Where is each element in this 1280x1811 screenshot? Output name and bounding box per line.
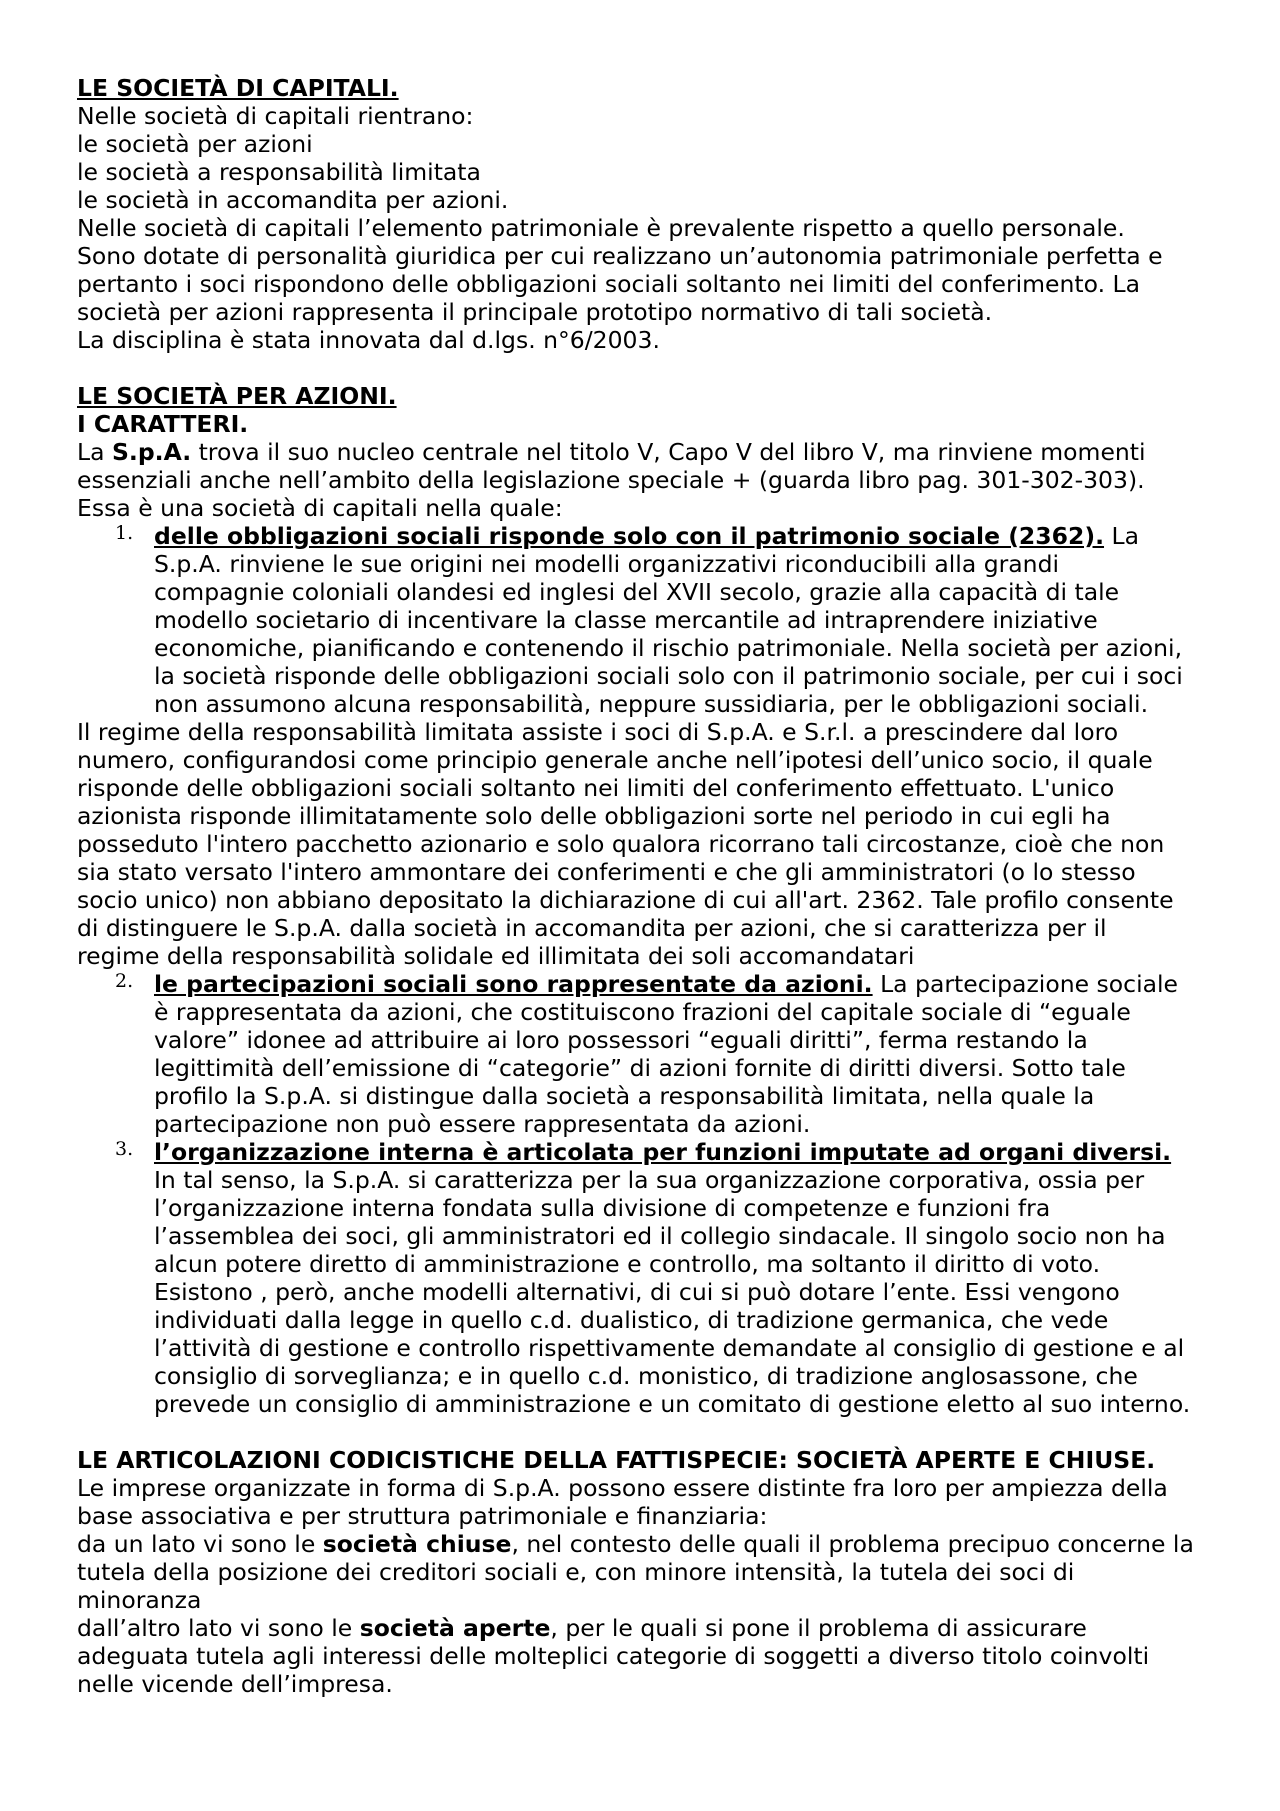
text-line (77, 1530, 1227, 1558)
list-number: 1. (115, 522, 134, 544)
text-line: Sono dotate di personalità giuridica per cui realizzano un’autonomia patrimoniale perfetta e (77, 242, 1163, 270)
text-line: nelle vicende dell’impresa. (77, 1670, 393, 1698)
text-line: Esistono , però, anche modelli alternativi, di cui si può dotare l’ente. Essi vengono (154, 1278, 1120, 1306)
text-line: Le imprese organizzate in forma di S.p.A. possono essere distinte fra loro per ampiezza della (77, 1474, 1168, 1502)
text-line (77, 438, 1227, 466)
text-line: sia stato versato l'intero ammontare dei conferimenti e che gli amministratori (o lo stesso (77, 858, 1136, 886)
text-line: In tal senso, la S.p.A. si caratterizza per la sua organizzazione corporativa, ossia per (154, 1166, 1145, 1194)
text-line: S.p.A. rinviene le sue origini nei modelli organizzativi riconducibili alla grandi (154, 550, 1060, 578)
text-run: , per le quali si pone il problema di assicurare (550, 1614, 1087, 1642)
text-line: socio unico) non abbiano depositato la dichiarazione di cui all'art. 2362. Tale profilo consente (77, 886, 1174, 914)
text-line: Il regime della responsabilità limitata assiste i soci di S.p.A. e S.r.l. a prescindere dal loro (77, 718, 1119, 746)
list-item-3 (77, 1138, 1227, 1418)
spacer (77, 354, 1227, 382)
text-line: modello societario di incentivare la classe mercantile ad intraprendere iniziative (154, 606, 1098, 634)
text-line (154, 522, 1227, 550)
text-line: prevede un consiglio di amministrazione e un comitato di gestione eletto al suo interno. (154, 1390, 1191, 1418)
text-run: dall’altro lato vi sono le (77, 1614, 360, 1642)
document-page (77, 74, 1227, 1698)
text-line: l’attività di gestione e controllo rispettivamente demandate al consiglio di gestione e al (154, 1334, 1185, 1362)
text-line: minoranza (77, 1586, 202, 1614)
bold-underlined-statement: l’organizzazione interna è articolata per funzioni imputate ad organi diversi. (154, 1138, 1172, 1166)
text-run: trova il suo nucleo centrale nel titolo V, Capo V del libro V, ma rinviene momenti (191, 438, 1146, 466)
bold-term: società chiuse (322, 1530, 512, 1558)
text-run: La (1104, 522, 1139, 550)
text-line: valore” idonee ad attribuire ai loro possessori “eguali diritti”, ferma restando la (154, 1026, 1088, 1054)
text-line: consiglio di sorveglianza; e in quello c.d. monistico, di tradizione anglosassone, che (154, 1362, 1138, 1390)
text-line: l’organizzazione interna fondata sulla divisione di competenze e funzioni fra (154, 1194, 1051, 1222)
list-item-1 (77, 522, 1227, 718)
bold-term: società aperte (359, 1614, 551, 1642)
text-line: pertanto i soci rispondono delle obbligazioni sociali soltanto nei limiti del conferimento. La (77, 270, 1140, 298)
list-number: 3. (115, 1138, 134, 1160)
text-line: legittimità dell’emissione di “categorie” di azioni fornite di diritti diversi. Sotto tale (154, 1054, 1126, 1082)
list-item-2 (77, 970, 1227, 1138)
text-line: l’assemblea dei soci, gli amministratori ed il collegio sindacale. Il singolo socio non ha (154, 1222, 1166, 1250)
text-run: La (77, 438, 112, 466)
bold-underlined-statement: le partecipazioni sociali sono rappresentate da azioni. (154, 970, 873, 998)
text-line: La disciplina è stata innovata dal d.lgs. n°6/2003. (77, 326, 660, 354)
text-line: alcun potere diretto di amministrazione e controllo, ma soltanto il diritto di voto. (154, 1250, 1101, 1278)
text-line: adeguata tutela agli interessi delle molteplici categorie di soggetti a diverso titolo coinvolti (77, 1642, 1150, 1670)
text-line (154, 970, 1227, 998)
text-line: regime della responsabilità solidale ed illimitata dei soli accomandatari (77, 942, 915, 970)
text-line (154, 1138, 1227, 1166)
text-line: partecipazione non può essere rappresentata da azioni. (154, 1110, 811, 1138)
text-line: è rappresentata da azioni, che costituiscono frazioni del capitale sociale di “eguale (154, 998, 1131, 1026)
text-line: tutela della posizione dei creditori sociali e, con minore intensità, la tutela dei soci di (77, 1558, 1075, 1586)
text-line: Essa è una società di capitali nella quale: (77, 494, 563, 522)
text-line: Nelle società di capitali l’elemento patrimoniale è prevalente rispetto a quello personale. (77, 214, 1125, 242)
text-line: compagnie coloniali olandesi ed inglesi del XVII secolo, grazie alla capacità di tale (154, 578, 1120, 606)
text-line: essenziali anche nell’ambito della legislazione speciale + (guarda libro pag. 301-302-303). (77, 466, 1145, 494)
text-line: le società per azioni (77, 130, 313, 158)
section-title-spa: LE SOCIETÀ PER AZIONI. (77, 382, 397, 410)
text-line: le società in accomandita per azioni. (77, 186, 509, 214)
text-line: azionista risponde illimitatamente solo delle obbligazioni sorte nel periodo in cui egli ha (77, 802, 1111, 830)
text-line: posseduto l'intero pacchetto azionario e solo qualora ricorrano tali circostanze, cioè che non (77, 830, 1165, 858)
text-line: individuati dalla legge in quello c.d. dualistico, di tradizione germanica, che vede (154, 1306, 1109, 1334)
text-line: società per azioni rappresenta il principale prototipo normativo di tali società. (77, 298, 993, 326)
text-line: Nelle società di capitali rientrano: (77, 102, 474, 130)
text-line (77, 1614, 1227, 1642)
text-line: profilo la S.p.A. si distingue dalla società a responsabilità limitata, nella quale la (154, 1082, 1095, 1110)
text-line: economiche, pianificando e contenendo il rischio patrimoniale. Nella società per azioni, (154, 634, 1183, 662)
text-line: di distinguere le S.p.A. dalla società in accomandita per azioni, che si caratterizza per il (77, 914, 1107, 942)
text-line: numero, configurandosi come principio generale anche nell’ipotesi dell’unico socio, il quale (77, 746, 1153, 774)
section-subtitle-characters: I CARATTERI. (77, 410, 249, 438)
text-line: le società a responsabilità limitata (77, 158, 481, 186)
text-line: la società risponde delle obbligazioni sociali solo con il patrimonio sociale, per cui i soci (154, 662, 1183, 690)
section-title-open-closed: LE ARTICOLAZIONI CODICISTICHE DELLA FATTISPECIE: SOCIETÀ APERTE E CHIUSE. (77, 1446, 1156, 1474)
section-title-capital-companies: LE SOCIETÀ DI CAPITALI. (77, 74, 399, 102)
bold-underlined-statement: delle obbligazioni sociali risponde solo con il patrimonio sociale (2362). (154, 522, 1105, 550)
text-run: La partecipazione sociale (872, 970, 1178, 998)
list-number: 2. (115, 970, 134, 992)
text-run: , nel contesto delle quali il problema precipuo concerne la (511, 1530, 1194, 1558)
bold-term: S.p.A. (111, 438, 192, 466)
spacer (77, 1418, 1227, 1446)
text-line: non assumono alcuna responsabilità, neppure sussidiaria, per le obbligazioni sociali. (154, 690, 1149, 718)
text-line: risponde delle obbligazioni sociali soltanto nei limiti del conferimento effettuato. L'unico (77, 774, 1115, 802)
text-line: base associativa e per struttura patrimoniale e finanziaria: (77, 1502, 768, 1530)
text-run: da un lato vi sono le (77, 1530, 323, 1558)
